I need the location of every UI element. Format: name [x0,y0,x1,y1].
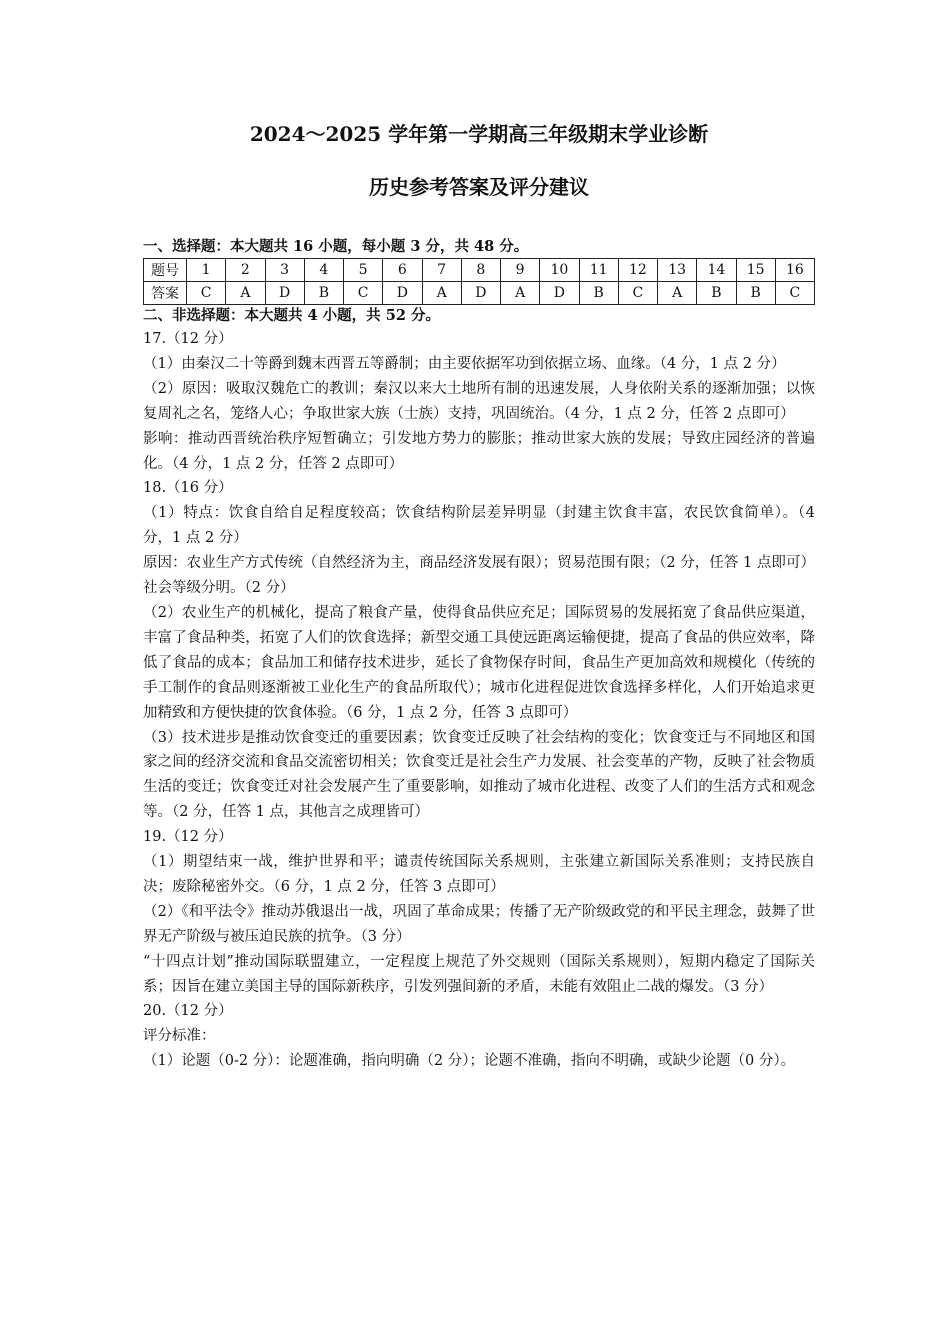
question-number-cell: 15 [736,259,775,282]
answer-paragraph: （2）原因：吸取汉魏危亡的教训；秦汉以来大土地所有制的迅速发展，人身依附关系的逐渐加强；以恢复周礼之名，笼络人心；争取世家大族（士族）支持，巩固统治。（4 分，1 点 2 分，任答 2 点即可） [143,380,815,422]
question-number-cell: 2 [226,259,265,282]
answer-cell: A [422,282,461,305]
section-2-heading: 二、非选择题：本大题共 4 小题，共 52 分。 [143,307,440,324]
question-number-cell: 9 [501,259,540,282]
answer-cell: A [226,282,265,305]
question-number-cell: 10 [540,259,579,282]
answer-paragraph: （2）《和平法令》推动苏俄退出一战，巩固了革命成果；传播了无产阶级政党的和平民主理念，鼓舞了世界无产阶级与被压迫民族的抗争。（3 分） [143,903,815,945]
question-17-heading: 17.（12 分） [143,331,233,347]
answer-cell: A [658,282,697,305]
row-label-answer: 答案 [144,282,187,305]
question-number-cell: 6 [383,259,422,282]
question-number-cell: 14 [697,259,736,282]
question-number-cell: 4 [304,259,343,282]
answer-document [143,120,815,1074]
question-number-cell: 3 [265,259,304,282]
answer-paragraph: 原因：农业生产方式传统（自然经济为主，商品经济发展有限）；贸易范围有限；（2 分，任答 1 点即可）社会等级分明。（2 分） [143,555,815,597]
answer-paragraph: （3）技术进步是推动饮食变迁的重要因素；饮食变迁反映了社会结构的变化；饮食变迁与不同地区和国家之间的经济交流和食品交流密切相关；饮食变迁是社会生产力发展、社会变革的产物，反映了社会物质生活的变迁；饮食变迁对社会发展产生了重要影响，如推动了城市化进程、改变了人们的生活方式和观念等。（2 分，任答 1 点，其他言之成理皆可） [143,729,815,821]
answer-table-number-row [144,259,815,282]
answer-cell: D [265,282,304,305]
question-number-cell: 11 [579,259,618,282]
answer-cell: A [501,282,540,305]
answer-cell: B [697,282,736,305]
question-number-cell: 8 [461,259,500,282]
document-title: 2024～2025 学年第一学期高三年级期末学业诊断 [249,122,709,146]
question-number-cell: 13 [658,259,697,282]
answer-table-answer-row [144,282,815,305]
answer-cell: B [579,282,618,305]
row-label-number: 题号 [144,259,187,282]
answer-paragraph: （1）由秦汉二十等爵到魏末西晋五等爵制；由主要依据军功到依据立场、血缘。（4 分，1 点 2 分） [143,355,786,372]
answer-body [143,327,815,1074]
question-19-heading: 19.（12 分） [143,829,233,846]
answer-cell: B [736,282,775,305]
question-18-heading: 18.（16 分） [143,480,233,497]
question-number-cell: 1 [187,259,226,282]
question-number-cell: 16 [775,259,814,282]
answer-cell: D [540,282,579,305]
question-number-cell: 7 [422,259,461,282]
answer-paragraph: （1）期望结束一战，维护世界和平；谴责传统国际关系规则，主张建立新国际关系准则；支持民族自决；废除秘密外交。（6 分，1 点 2 分，任答 3 点即可） [143,854,815,895]
answer-table [143,258,815,305]
question-number-cell: 12 [618,259,657,282]
answer-cell: D [461,282,500,305]
document-subtitle: 历史参考答案及评分建议 [369,175,589,199]
answer-paragraph: “十四点计划”推动国际联盟建立，一定程度上规范了外交规则（国际关系规则），短期内稳定了国际关系；因旨在建立美国主导的国际新秩序，引发列强间新的矛盾，未能有效阻止二战的爆发。（3 分） [143,953,815,995]
answer-paragraph: （2）农业生产的机械化，提高了粮食产量，使得食品供应充足；国际贸易的发展拓宽了食品供应渠道，丰富了食品种类，拓宽了人们的饮食选择；新型交通工具使远距离运输便捷，提高了食品的供应效率，降低了食品的成本；食品加工和储存技术进步，延长了食物保存时间，食品生产更加高效和规模化（传统的手工制作的食品则逐渐被工业化生产的食品所取代）；城市化进程促进饮食选择多样化，人们开始追求更加精致和方便快捷的饮食体验。（6 分，1 点 2 分，任答 3 点即可） [143,604,815,721]
question-20-heading: 20.（12 分） [143,1003,233,1020]
answer-cell: C [344,282,383,305]
answer-paragraph: 影响：推动西晋统治秩序短暂确立；引发地方势力的膨胀；推动世家大族的发展；导致庄园经济的普遍化。（4 分，1 点 2 分，任答 2 点即可） [143,430,815,472]
question-number-cell: 5 [344,259,383,282]
answer-cell: C [187,282,226,305]
answer-cell: C [618,282,657,305]
answer-cell: B [304,282,343,305]
section-1-heading: 一、选择题：本大题共 16 小题，每小题 3 分，共 48 分。 [143,238,529,255]
answer-paragraph: （1）论题（0-2 分）：论题准确，指向明确（2 分）；论题不准确，指向不明确，或缺少论题（0 分）。 [143,1053,796,1070]
answer-cell: D [383,282,422,305]
scoring-criteria-label: 评分标准： [143,1028,216,1045]
answer-paragraph: （1）特点：饮食自给自足程度较高；饮食结构阶层差异明显（封建主饮食丰富，农民饮食简单）。（4 分，1 点 2 分） [143,505,815,547]
answer-cell: C [775,282,814,305]
